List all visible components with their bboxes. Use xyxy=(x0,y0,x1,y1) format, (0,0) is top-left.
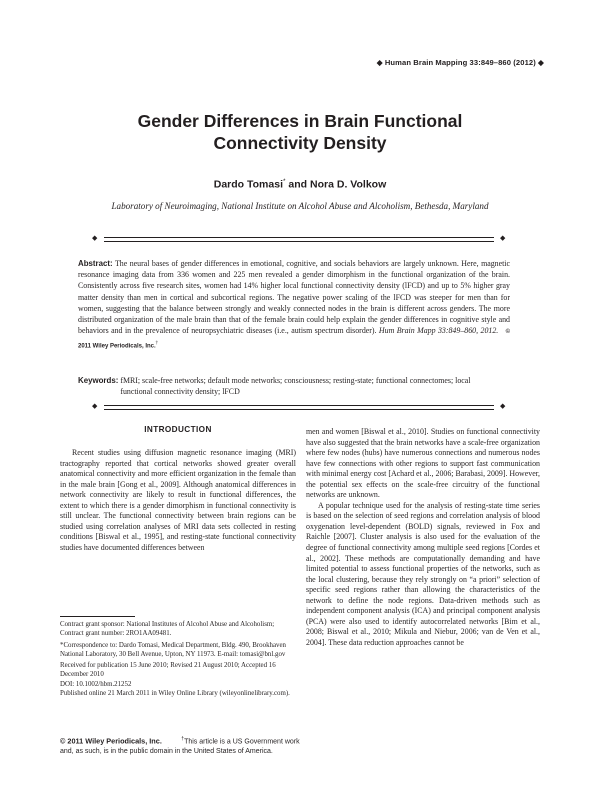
abstract-label: Abstract: xyxy=(78,259,113,268)
keywords-text: fMRI; scale-free networks; default mode networks; consciousness; resting-state; functional connectomes; local functional connectivity density; lFCD xyxy=(120,376,471,397)
footnote-doi: DOI: 10.1002/hbm.21252 xyxy=(60,680,132,688)
keywords xyxy=(78,375,510,397)
divider-diamond-right: ◆ xyxy=(500,402,506,410)
divider-diamond-left: ◆ xyxy=(92,234,98,242)
footnote-published: Published online 21 March 2011 in Wiley Online Library (wileyonlinelibrary.com). xyxy=(60,690,290,698)
intro-left-column xyxy=(60,448,296,553)
footer-note-mark: † xyxy=(181,736,185,742)
page-footer xyxy=(60,734,300,757)
divider-diamond-right: ◆ xyxy=(500,234,506,242)
divider-rule xyxy=(104,405,494,406)
footnotes xyxy=(60,620,296,698)
divider-rule xyxy=(104,409,494,410)
footer-copyright: © 2011 Wiley Periodicals, Inc. xyxy=(60,736,162,746)
divider-rule xyxy=(104,237,494,238)
author-name: Dardo Tomasi xyxy=(213,178,283,191)
abstract-copy-mark: † xyxy=(155,341,159,347)
footnote-grant: Contract grant sponsor: National Institutes of Alcohol Abuse and Alcoholism; Contract grant number: 2RO1AA09481. xyxy=(60,621,275,638)
footer-note-line-2: and, as such, is in the public domain in the United States of America. xyxy=(60,748,273,756)
author-name: and Nora D. Volkow xyxy=(285,178,387,191)
abstract-text: The neural bases of gender differences in emotional, cognitive, and socials behaviors are largely unknown. Here, magnetic resonance imaging data from 336 women and 225 men revealed a gender dimorphism in the functional organization of the brain. Consistently across five research sites, women had 14% higher local functional connectivity density (lFCD) and up to 5% higher gray matter density than men in cortical and subcortical regions. The negative power scaling of the lFCD was steeper for men than for women, suggesting that the balance between strongly and weakly connected nodes in the brain is different across genders. The more distributed organization of the male brain than that of the female brain could help explain the gender differences in cognitive style and behaviors and in the prevalence of neuropsychiatric diseases (i.e., autism spectrum disorder). xyxy=(78,259,510,336)
article-title xyxy=(60,110,540,154)
running-head: ◆ Human Brain Mapping 33:849–860 (2012) ◆ xyxy=(376,58,544,67)
intro-paragraph: Recent studies using diffusion magnetic resonance imaging (MRI) tractography reported that cortical networks showed greater overall anatomical connectivity and more efficient organization in the female than in the male brain [Gong et al., 2009]. Although anatomical differences in network connectivity are likely to result in functional differences, the extent to which there is a gender dimorphism in functional connectivity is still unclear. The functional connectivity between brain regions can be studied using correlation analyses of MRI data sets collected in resting conditions [Biswal et al., 1995], and resting-state functional connectivity studies have documented differences between xyxy=(60,448,296,552)
keywords-label: Keywords: xyxy=(78,376,119,385)
abstract-citation: Hum Brain Mapp 33:849–860, 2012. xyxy=(376,326,499,336)
abstract-copyright: © 2011 Wiley Periodicals, Inc. xyxy=(78,329,511,351)
footer-note-line-1: This article is a US Government work xyxy=(184,738,300,746)
author-list xyxy=(60,178,540,191)
footnote-correspondence: *Correspondence to: Dardo Tomasi, Medical Department, Bldg. 490, Brookhaven National Laboratory, 30 Bell Avenue, Upton, NY 11973. E-mail: tomasi@bnl.gov xyxy=(60,641,286,658)
title-line-2: Connectivity Density xyxy=(213,133,387,153)
intro-paragraph: men and women [Biswal et al., 2010]. Studies on functional connectivity have also suggested that the brain networks have a scale-free organization where few nodes (hubs) have numerous connections and numerous nodes have few connections with other regions to support fast communication with minimal energy cost [Achard et al., 2006; Barabasi, 2009]. However, the potential sex effects on the scale-free circuitry of the functional networks are unknown. xyxy=(306,427,540,500)
affiliation: Laboratory of Neuroimaging, National Institute on Alcohol Abuse and Alcoholism, Bethesda, Maryland xyxy=(111,201,489,211)
title-line-1: Gender Differences in Brain Functional xyxy=(137,111,463,131)
intro-paragraph: A popular technique used for the analysis of resting-state time series is based on the selection of seed regions and correlation analysis of blood oxygenation level-dependent (BOLD) signals, reviewed in Fox and Raichle [2007]. Cluster analysis is also used for the evaluation of the degree of functional connectivity among multiple seed regions [Cordes et al., 2002]. These methods are computationally demanding and have limited potential to assess functional properties of the networks, such as the local clustering, because they rely strongly on “a priori” selection of specific seed regions rather than allowing the characteristics of the network to define the node regions. Data-driven methods such as independent component analysis (ICA) and principal component analysis (PCA) were also used to identify autocorrelated networks [Bim et al., 2008; Biswal et al., 2010; Mikula and Niebur, 2006; van de Ven et al., 2004]. These data reduction approaches cannot be xyxy=(306,500,540,647)
intro-right-column xyxy=(306,427,540,648)
divider-rule xyxy=(104,241,494,242)
abstract xyxy=(78,258,510,353)
divider-diamond-left: ◆ xyxy=(92,402,98,410)
footnote-received: Received for publication 15 June 2010; Revised 21 August 2010; Accepted 16 December 2010 xyxy=(60,662,276,679)
section-heading-introduction: INTRODUCTION xyxy=(144,425,212,434)
footnote-rule xyxy=(60,616,135,617)
corresponding-mark: * xyxy=(282,178,286,185)
